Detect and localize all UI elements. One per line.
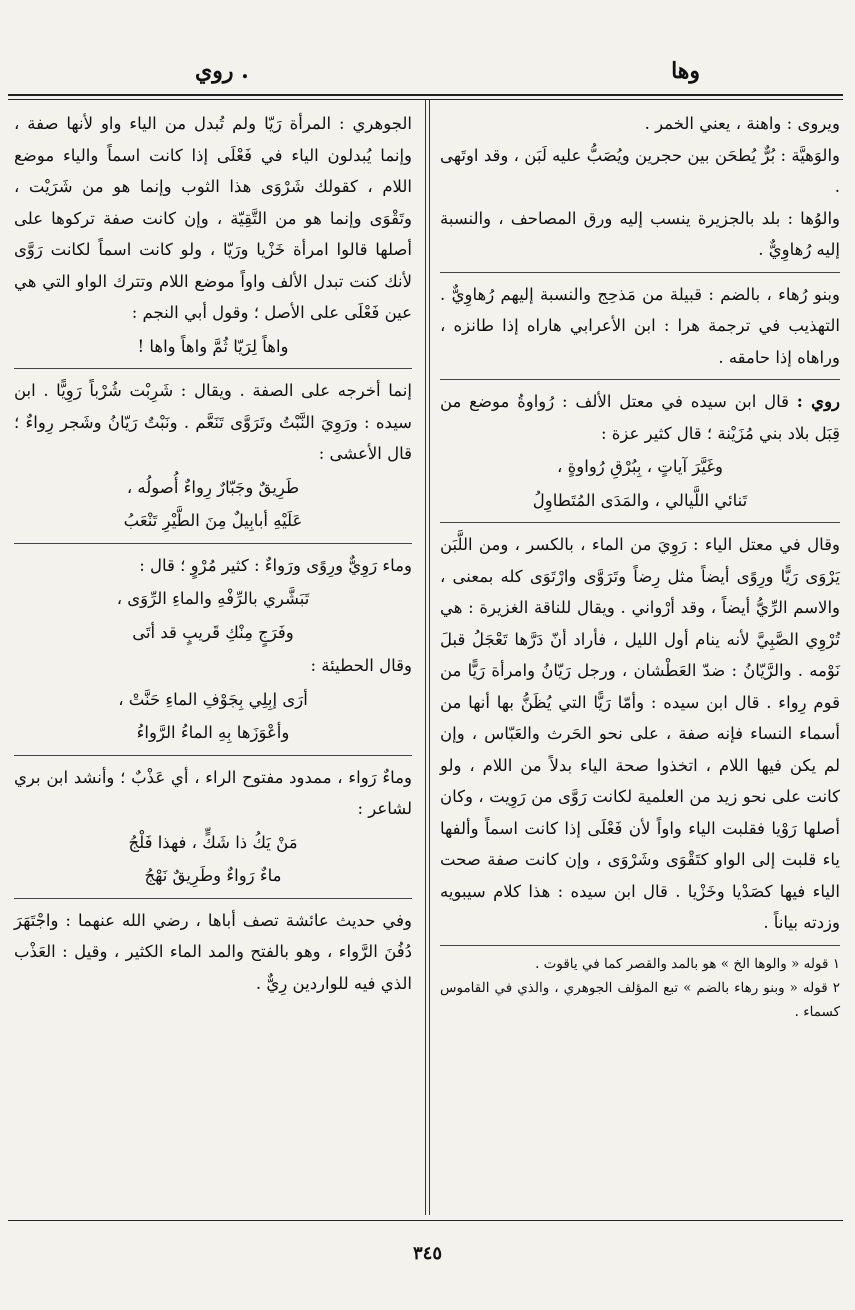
verse-line: مَنْ يَكُ ذا شَكٍّ ، فهذا فَلْجُ bbox=[128, 832, 298, 852]
entry-paragraph: إنما أخرجه على الصفة . ويقال : شَرِبْت شُرْباً رَوِيًّا . ابن سيده : ورَوِيَ النَّبْتُ وتَرَوَّى تَنَعَّم . ونَبْتٌ رَيّانُ وشَجر رِواءٌ ؛ قال الأعشى : bbox=[14, 381, 412, 463]
paragraph-rule bbox=[14, 543, 412, 544]
paragraph-rule bbox=[14, 368, 412, 369]
footnote: ٢ قوله « وبنو رهاء بالضم » تبع المؤلف الجوهري ، والذي في القاموس كسماء . bbox=[440, 979, 840, 1020]
verse-line: تَنائي اللَّيالي ، والمَدَى المُتَطاوِلُ bbox=[532, 490, 748, 510]
footer-rule bbox=[8, 1220, 843, 1221]
entry-paragraph: والوُها : بلد بالجزيرة ينسب إليه ورق المصاحف ، والنسبة إليه رُهاوِيٌّ . bbox=[440, 208, 840, 259]
running-head-right: وها bbox=[671, 58, 700, 84]
verse-line: واهاً لِرَيّا ثُمَّ واهاً واها ! bbox=[137, 336, 289, 356]
paragraph-rule bbox=[14, 898, 412, 899]
headword: روي : bbox=[796, 392, 840, 411]
footnote-rule bbox=[440, 945, 840, 946]
paragraph-rule bbox=[440, 272, 840, 273]
verse-line: طَرِيقٌ وجَبّارٌ رِواءٌ أُصولُه ، bbox=[126, 477, 300, 497]
column-divider-inner bbox=[429, 100, 430, 1215]
paragraph-rule bbox=[440, 522, 840, 523]
entry-paragraph: ويروى : واهنة ، يعني الخمر . bbox=[644, 114, 840, 133]
entry-paragraph: الجوهري : المرأة رَيّا ولم تُبدل من الياء واو لأنها صفة ، وإنما يُبدلون الياء في فَعْلَى إذا كانت اسماً والياء موضع اللام ، كقولك شَرْوَى هذا الثوب وإنما هو من شَرَيْت ، وتَقْوَى وإنما هو من التَّقِيّة ، وإن كانت صفة تركوها على أصلها قالوا امرأة خَزْيا ورَيّا ، ولو كانت اسماً لكانت رَوَّى لأنك كنت تبدل الألف واواً موضع اللام وتترك الواو التي هي عين فَعْلَى على الأصل ؛ وقول أبي النجم : bbox=[14, 114, 412, 322]
right-column bbox=[440, 108, 840, 1024]
verse-line: عَلَيْهِ أبابِيلٌ مِنَ الطَّيْرِ تَنْعَبُ bbox=[123, 511, 303, 530]
footnote: ١ قوله « والوها الخ » هو بالمد والقصر كما في ياقوت . bbox=[535, 955, 840, 972]
column-divider bbox=[425, 100, 426, 1215]
entry-paragraph: وماءٌ رَواء ، ممدود مفتوح الراء ، أي عَذْبٌ ؛ وأنشد ابن بري لشاعر : bbox=[14, 767, 412, 818]
entry-paragraph: وماء رَوِيٌّ ورِوًى ورَواءٌ : كثير مُرْوٍ ؛ قال : bbox=[139, 555, 412, 575]
entry-paragraph: وفي حديث عائشة تصف أباها ، رضي الله عنهما : واجْتَهَرَ دُفُنَ الرَّواء ، وهو بالفتح والمد الماء الكثير ، وقيل : العَذْب الذي فيه للواردين رِيٌّ . bbox=[14, 910, 412, 993]
footnotes bbox=[440, 952, 840, 1024]
verse-line: ماءٌ رَواءٌ وطَرِيقٌ نَهْجُ bbox=[144, 866, 282, 885]
verse-line: وفَرَجٍ مِنْكِ قَريبٍ قد أتَى bbox=[132, 622, 294, 642]
page-number: ٣٤٥ bbox=[412, 1243, 442, 1264]
left-column bbox=[14, 108, 412, 999]
entry-text: قال ابن سيده في معتل الألف : رُواوةُ موضع من قِبَل بلاد بني مُزَيْنة ؛ قال كثير عزة : bbox=[440, 392, 840, 443]
entry-paragraph: وقال الحطيئة : bbox=[310, 656, 412, 675]
paragraph-rule bbox=[14, 755, 412, 756]
header-rule bbox=[8, 94, 843, 96]
verse-line: أرَى إبِلِي بِجَوْفِ الماءِ حَنَّتْ ، bbox=[118, 689, 308, 709]
running-head-left: روي . bbox=[195, 58, 249, 84]
entry-paragraph: وبنو رُهاء ، بالضم : قبيلة من مَذحِج والنسبة إليهم رُهاوِيٌّ . التهذيب في ترجمة هرا : ابن الأعرابي هاراه إذا طانزه ، وراهاه إذا حامقه . bbox=[440, 284, 840, 367]
entry-paragraph bbox=[440, 386, 840, 449]
paragraph-rule bbox=[440, 379, 840, 380]
verse-line: وأعْوَزَها بِهِ الماءُ الرَّواءُ bbox=[136, 723, 290, 742]
verse-line: تَبَشَّري بالرِّفْهِ والماءِ الرِّوَى ، bbox=[116, 589, 310, 608]
entry-paragraph: وقال في معتل الياء : رَوِيَ من الماء ، بالكسر ، ومن اللَّبَن يَرْوَى رَيًّا ورِوًى أيضاً مثل رِضاً وتَرَوَّى وارْتَوَى كله بمعنى ، والاسم الرِّيُّ أيضاً ، وقد أرْواني . ويقال للناقة الغزيرة : هي تُرْوِي الصَّبِيَّ لأنه ينام أول الليل ، فأراد أنّ دَرَّها تَعْجَلُ قبلَ نَوْمه . والرَّيّانُ : ضدّ العَطْشان ، ورجل رَيّانُ وامرأة رَيًّا من قوم رِواء . قال ابن سيده : وأمّا رَيًّا التي يُظَنُّ بها أنها من أسماء النساء فإنه صفة ، على نحو الحَرث والعَبّاس ، وإن لم يكن فيها اللام ، اتخذوا صحة الياء بدلاً من اللام ، ولو كانت على نحو زيد من العلمية لكانت رَوَّى من رَوِيت ، وكان أصلها رَوْيا فقلبت الياء واواً لأن فَعْلَى إذا كانت اسماً وألفها ياء قلبت إلى الواو كتَقْوَى وشَرْوَى ، وإن كانت صفة صحت الياء فيها كصَدْيا وخَزْيا . قال ابن سيده : هذا كلام سيبويه وزدته بياناً . bbox=[440, 535, 840, 932]
entry-paragraph: والوَهيَّة : بُرٌّ يُطحَن بين حجرين ويُصَبُّ عليه لَبَن ، وقد اوتَهى . bbox=[440, 145, 840, 196]
verse-line: وغَيَّرَ آياتٍ ، بِبُرْقِ رُواوةٍ ، bbox=[557, 457, 723, 476]
